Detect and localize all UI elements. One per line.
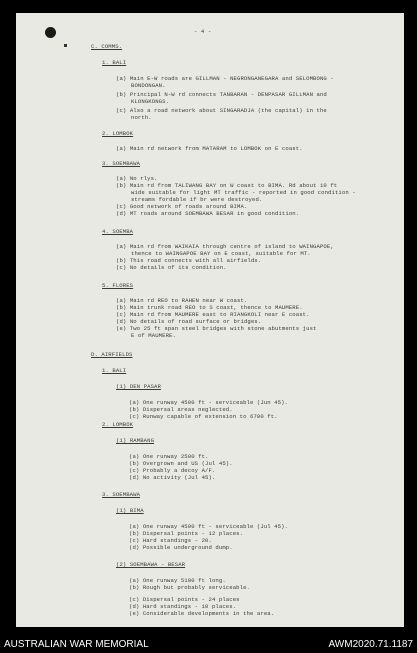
subheading-lombok: 2. LOMBOK [102, 130, 134, 137]
text-line: (c) Hard standings - 20. [129, 537, 212, 544]
text-line: (a) One runway 2500 ft. [129, 453, 209, 460]
text-line: (c) Dispersal points - 24 places [129, 596, 240, 603]
text-line: (d) No details of road surface or bridges. [116, 318, 262, 325]
text-line: (a) Main rd from WAIKAIA through centre of island to WAINGAPOE, [116, 243, 334, 250]
footer-bar [0, 635, 417, 653]
text-line: (a) Main rd network from MATARAM to LOMBOK on E coast. [116, 145, 303, 152]
section-heading-airfields: D. AIRFIELDS [91, 351, 133, 358]
subheading-soembawa: 3. SOEMBAWA [102, 491, 141, 498]
text-line: (a) One runway 4500 ft - serviceable (Jun 45). [129, 399, 289, 406]
text-line: (c) Good network of roads around BIMA. [116, 203, 248, 210]
text-line: (b) Principal N-W rd connects TANBARAN - DENPASAR GILLMAN and [116, 91, 327, 98]
text-line: (b) Main trunk road REO to S coast, thence to MAUMERE. [116, 304, 303, 311]
text-line: BONDONGAN. [131, 82, 166, 89]
text-line: E of MAUMERE. [131, 332, 176, 339]
airfield-name: (1) BIMA [116, 507, 144, 514]
text-line: (b) Main rd from TALIWANG BAY on W coast to BIMA. Rd about 10 ft [116, 182, 338, 189]
text-line: (a) Main rd REO to RAHEN near W coast. [116, 297, 248, 304]
text-line: (c) Probably a decoy A/F. [129, 467, 216, 474]
text-line: (b) This road connects with all airfields. [116, 257, 262, 264]
text-line: north. [131, 114, 152, 121]
text-line: streams fordable if br were destroyed. [131, 196, 263, 203]
text-line: (a) No rlys. [116, 175, 158, 182]
text-line: wide suitable for light MT traffic - reported in good condition - [131, 189, 356, 196]
text-line: (d) MT roads around SOEMBAWA BESAR in good condition. [116, 210, 300, 217]
text-line: (c) Also a road network about SINGARADJA (the capital) in the [116, 107, 327, 114]
text-line: (b) Dispersal areas neglected. [129, 406, 233, 413]
document-page [16, 13, 404, 627]
subheading-soembawa: 3. SOEMBAWA [102, 160, 141, 167]
airfield-name: (2) SOEMBAWA - BESAR [116, 561, 186, 568]
text-line: thence to WAINGAPOE BAY on E coast, suitable for MT. [131, 250, 311, 257]
subheading-flores: 5. FLORES [102, 282, 134, 289]
subheading-bali: 1. BALI [102, 367, 127, 374]
text-line: (a) One runway 4500 ft - serviceable (Jul 45). [129, 523, 289, 530]
punch-hole [45, 27, 56, 38]
airfield-name: (1) DEN PASAR [116, 383, 161, 390]
subheading-soemba: 4. SOEMBA [102, 228, 134, 235]
text-line: (b) Rough but probably serviceable. [129, 584, 250, 591]
text-line: (d) No activity (Jul 45). [129, 474, 216, 481]
subheading-bali: 1. BALI [102, 59, 127, 66]
airfield-name: (1) RAMBANG [116, 437, 155, 444]
margin-mark [64, 44, 67, 47]
text-line: (b) Overgrown and US (Jul 45). [129, 460, 233, 467]
text-line: (e) Two 25 ft span steel bridges with stone abutments just [116, 325, 317, 332]
subheading-lombok: 2. LOMBOK [102, 421, 134, 428]
footer-source-label: AUSTRALIAN WAR MEMORIAL [4, 638, 149, 650]
text-line: KLONGKONGS. [131, 98, 170, 105]
text-line: (a) One runway 5100 ft long. [129, 577, 226, 584]
text-line: (d) Possible underground dump. [129, 544, 233, 551]
text-line: (a) Main E-W roads are GILLMAN - NEGRONGANEGARA and SELOMBONG - [116, 75, 334, 82]
section-heading-comms: C. COMMS. [91, 43, 123, 50]
footer-accession-number: AWM2020.71.1187 [328, 638, 413, 650]
page-number: - 4 - [194, 28, 212, 35]
text-line: (c) No details of its condition. [116, 264, 227, 271]
text-line: (c) Runway capable of extension to 6700 ft. [129, 413, 278, 420]
text-line: (d) Hard standings - 10 places. [129, 603, 237, 610]
text-line: (e) Considerable developments in the area. [129, 610, 275, 617]
text-line: (b) Dispersal points - 12 places. [129, 530, 244, 537]
text-line: (c) Main rd from MAUMERE east to RIANGKOLI near E coast. [116, 311, 310, 318]
